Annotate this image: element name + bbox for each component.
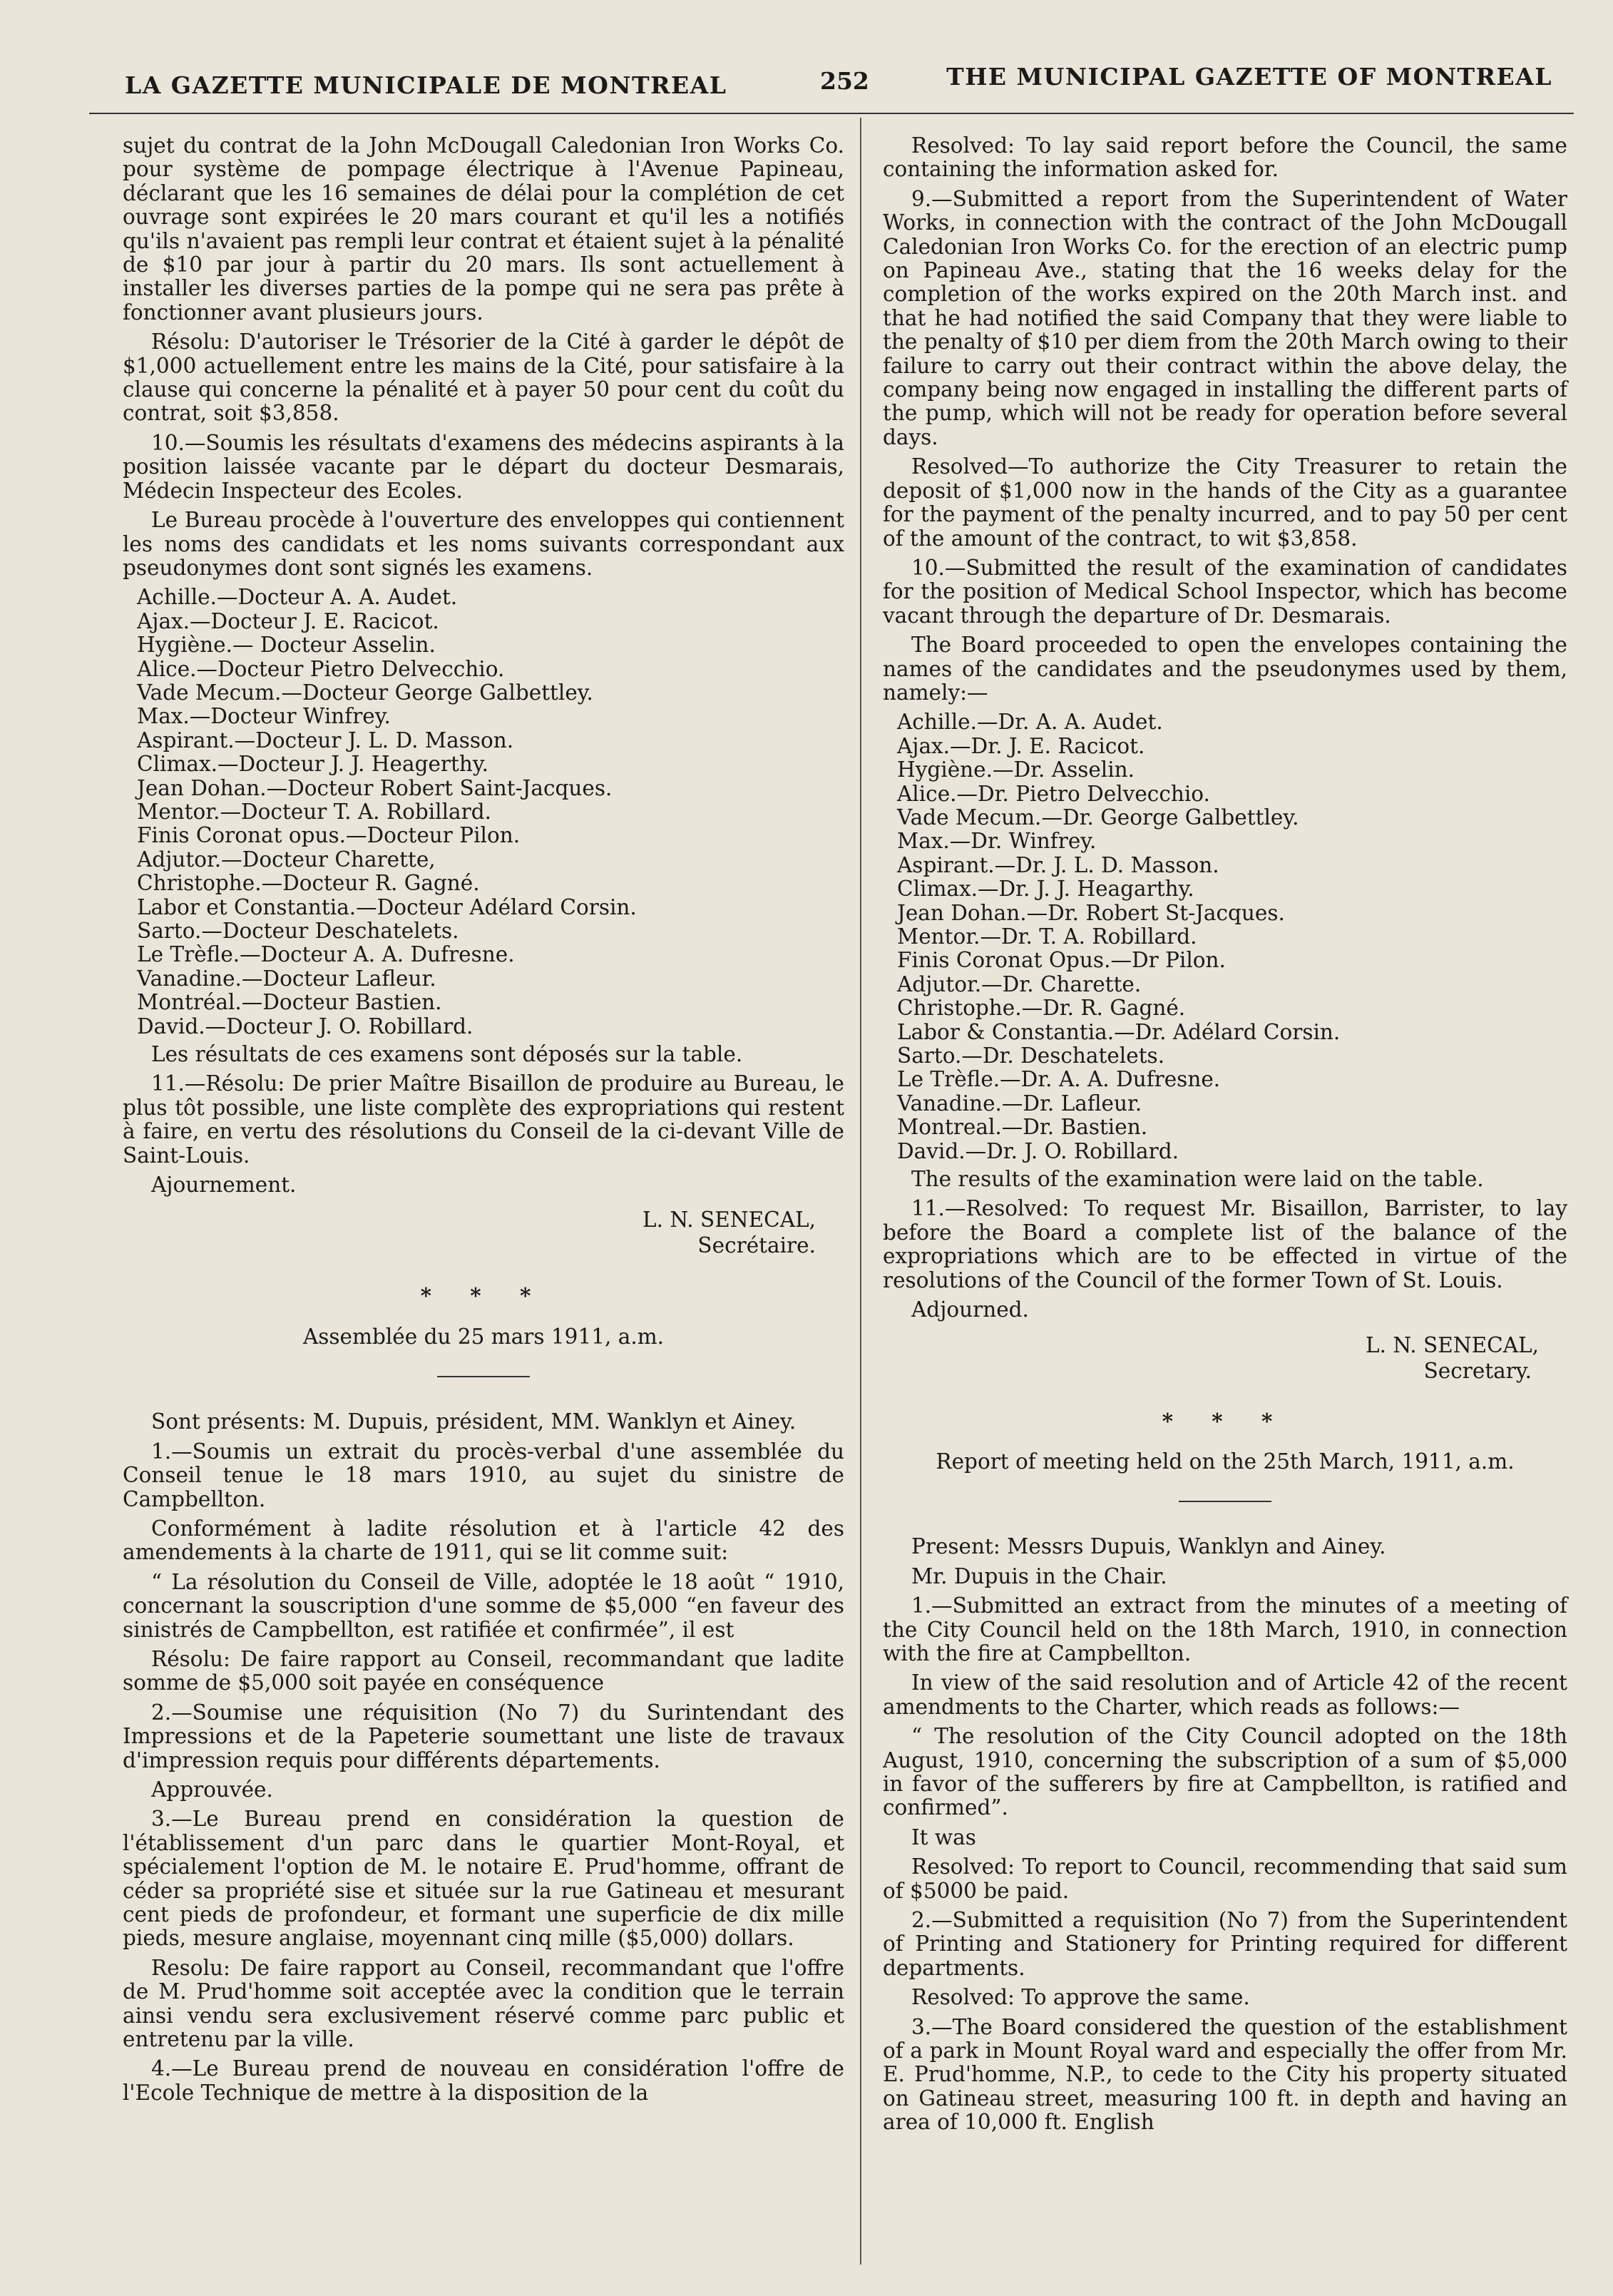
paragraph: Resolved: To lay said report before the Council, the same containing the information asked for. [883,133,1567,182]
header-english-title: THE MUNICIPAL GAZETTE OF MONTREAL [946,63,1552,91]
paragraph: 10.—Soumis les résultats d'examens des médecins aspirants à la position laissée vacante par le départ du docteur Desmarais, Médecin Inspecteur des Ecoles. [123,430,844,503]
candidate-item: Achille.—Dr. A. A. Audet. [897,710,1163,735]
candidate-item: Ajax.—Docteur J. E. Racicot. [137,608,439,633]
paragraph: Approuvée. [151,1777,273,1802]
english-column [883,134,1567,2141]
meeting-title: Assemblée du 25 mars 1911, a.m. [302,1324,665,1349]
candidate-item: Mentor.—Dr. T. A. Robillard. [897,924,1197,949]
candidate-item: Adjutor.—Docteur Charette, [137,847,436,872]
candidate-item: Vade Mecum.—Docteur George Galbettley. [137,680,593,705]
paragraph: 9.—Submitted a report from the Superintendent of Water Works, in connection with the contract of the John McDougall Caledonian Iron Works Co. for the erection of an electric pump on Papineau Ave., stating that the 16 weeks delay for the completion of the works expired on the 20th March inst. and that he had notified the said Company that they were liable to the penalty of $10 per diem from the 20th March owing to their failure to carry out their contract within the above delay, the company being now engaged in installing the different parts of the pump, which will not be ready for operation before several days. [883,186,1567,449]
paragraph: sujet du contrat de la John McDougall Caledonian Iron Works Co. pour système de pompage électrique à l'Avenue Papineau, déclarant que les 16 semaines de délai pour la complétion de cet ouvrage sont expirées le 20 mars courant et qu'il les a notifiés qu'ils n'avaient pas rempli leur contrat et étaient sujet à la pénalité de $10 par jour à partir du 20 mars. Ils sont actuellement à installer les diverses parties de la pompe qui ne sera pas prête à fonctionner avant plusieurs jours. [123,133,844,325]
paragraph: The results of the examination were laid on the table. [911,1167,1484,1192]
candidate-item: Achille.—Docteur A. A. Audet. [137,585,458,610]
adjournment: Adjourned. [911,1297,1029,1322]
adjournment: Ajournement. [151,1173,297,1198]
paragraph: 3.—The Board considered the question of the establishment of a park in Mount Royal ward and especially the offer from Mr. E. Prud'homme, N.P., to cede to the City his property situated on Gatineau street, measuring 100 ft. in depth and having an area of 10,000 ft. English [883,2014,1567,2135]
section-separator: * * * [420,1283,547,1309]
candidate-item: Vade Mecum.—Dr. George Galbettley. [897,805,1299,830]
paragraph: 2.—Soumise une réquisition (No 7) du Surintendant des Impressions et de la Papeterie soumettant une liste de travaux d'impression requis pour différents départements. [123,1700,844,1772]
paragraph: Resolu: De faire rapport au Conseil, recommandant que l'offre de M. Prud'homme soit acceptée avec la condition que le terrain ainsi vendu sera exclusivement réservé comme parc public et entretenu par la ville. [123,1955,844,2052]
header-french-title: LA GAZETTE MUNICIPALE DE MONTREAL [125,71,727,99]
paragraph: It was [911,1825,976,1849]
candidate-item: Jean Dohan.—Dr. Robert St-Jacques. [897,900,1285,925]
paragraph: “ La résolution du Conseil de Ville, adoptée le 18 août “ 1910, concernant la souscription d'une somme de $5,000 “en faveur des sinistrés de Campbellton, est ratifiée et confirmée”, il est [123,1569,844,1642]
paragraph: Resolved: To approve the same. [911,1985,1250,2010]
short-rule [1179,1501,1271,1502]
candidate-list [123,586,844,1039]
candidate-item: Climax.—Docteur J. J. Heagerthy. [137,752,489,777]
candidate-item: Hygiène.—Dr. Asselin. [897,757,1135,782]
signature-name: L. N. SENECAL, [642,1208,816,1233]
candidate-item: Finis Coronat Opus.—Dr Pilon. [897,948,1226,973]
paragraph: Résolu: De faire rapport au Conseil, recommandant que ladite somme de $5,000 soit payée en conséquence [123,1646,844,1695]
paragraph: Sont présents: M. Dupuis, président, MM. Wanklyn et Ainey. [151,1409,797,1434]
paragraph: “ The resolution of the City Council adopted on the 18th August, 1910, concerning the subscription of a sum of $5,000 in favor of the sufferers by fire at Campbellton, is ratified and confirmed”. [883,1724,1567,1820]
candidate-item: Vanadine.—Dr. Lafleur. [897,1091,1142,1116]
signature-title: Secrétaire. [697,1233,816,1258]
candidate-item: Christophe.—Docteur R. Gagné. [137,871,480,896]
candidate-item: Sarto.—Dr. Deschatelets. [897,1044,1165,1068]
signature-title: Secretary. [1423,1358,1532,1383]
candidate-item: Christophe.—Dr. R. Gagné. [897,996,1186,1021]
paragraph: 1.—Submitted an extract from the minutes of a meeting of the City Council held on the 18th March, 1910, in connection with the fire at Campbellton. [883,1593,1567,1665]
candidate-item: David.—Dr. J. O. Robillard. [897,1138,1179,1163]
candidate-item: David.—Docteur J. O. Robillard. [137,1014,473,1039]
candidate-item: Jean Dohan.—Docteur Robert Saint-Jacques. [137,775,613,800]
signature-name: L. N. SENECAL, [1366,1332,1539,1357]
candidate-item: Labor et Constantia.—Docteur Adélard Corsin. [137,894,637,919]
paragraph: Resolved—To authorize the City Treasurer to retain the deposit of $1,000 now in the hands of the City as a guarantee for the payment of the penalty incurred, and to pay 50 per cent of the amount of the contract, to wit $3,858. [883,454,1567,551]
candidate-item: Aspirant.—Dr. J. L. D. Masson. [897,852,1219,877]
column-divider [860,118,861,2265]
candidate-item: Vanadine.—Docteur Lafleur. [137,966,436,991]
paragraph: Le Bureau procède à l'ouverture des enveloppes qui contiennent les noms des candidats et les noms suivants correspondant aux pseudonymes dont sont signés les examens. [123,508,844,580]
candidate-list [883,710,1567,1163]
candidate-item: Finis Coronat opus.—Docteur Pilon. [137,823,521,848]
short-rule [437,1376,530,1377]
candidate-item: Le Trèfle.—Dr. A. A. Dufresne. [897,1067,1221,1092]
page-header [125,63,1552,113]
paragraph: Conformément à ladite résolution et à l'article 42 des amendements à la charte de 1911, qui se lit comme suit: [123,1516,844,1565]
candidate-item: Montréal.—Docteur Bastien. [137,990,442,1015]
paragraph: 3.—Le Bureau prend en considération la question de l'établissement d'un parc dans le quartier Mont-Royal, et spécialement l'option de M. le notaire E. Prud'homme, offrant de céder sa propriété sise et située sur la rue Gatineau et mesurant cent pieds de profondeur, et formant une superficie de dix mille pieds, mesure anglaise, moyennant cinq mille ($5,000) dollars. [123,1807,844,1951]
candidate-item: Max.—Dr. Winfrey. [897,829,1097,854]
paragraph: Mr. Dupuis in the Chair. [911,1563,1167,1588]
meeting-title: Report of meeting held on the 25th March, 1911, a.m. [936,1449,1515,1474]
candidate-item: Climax.—Dr. J. J. Heagarthy. [897,877,1194,902]
candidate-item: Labor & Constantia.—Dr. Adélard Corsin. [897,1019,1341,1044]
candidate-item: Max.—Docteur Winfrey. [137,704,391,729]
candidate-item: Montreal.—Dr. Bastien. [897,1115,1148,1140]
paragraph: 10.—Submitted the result of the examination of candidates for the position of Medical School Inspector, which has become vacant through the departure of Dr. Desmarais. [883,555,1567,628]
candidate-item: Aspirant.—Docteur J. L. D. Masson. [137,728,514,752]
candidate-item: Le Trèfle.—Docteur A. A. Dufresne. [137,942,515,967]
page-number: 252 [820,67,869,95]
paragraph: Les résultats de ces examens sont déposés sur la table. [151,1042,743,1067]
candidate-item: Hygiène.— Docteur Asselin. [137,633,436,658]
candidate-item: Ajax.—Dr. J. E. Racicot. [897,733,1145,758]
candidate-item: Alice.—Dr. Pietro Delvecchio. [897,781,1210,806]
candidate-item: Mentor.—Docteur T. A. Robillard. [137,799,492,824]
paragraph: 11.—Resolved: To request Mr. Bisaillon, Barrister, to lay before the Board a complete list of the balance of the expropriations which are to be effected in virtue of the resolutions of the Council of the former Town of St. Louis. [883,1196,1567,1292]
paragraph: The Board proceeded to open the envelopes containing the names of the candidates and the pseudonymes used by them, namely:— [883,633,1567,705]
french-column [123,134,844,2111]
paragraph: Resolved: To report to Council, recommending that said sum of $5000 be paid. [883,1854,1567,1903]
paragraph: 11.—Résolu: De prier Maître Bisaillon de produire au Bureau, le plus tôt possible, une liste complète des expropriations qui restent à faire, en vertu des résolutions du Conseil de la ci-devant Ville de Saint-Louis. [123,1071,844,1168]
candidate-item: Adjutor.—Dr. Charette. [897,971,1142,996]
paragraph: Résolu: D'autoriser le Trésorier de la Cité à garder le dépôt de $1,000 actuellement entre les mains de la Cité, pour satisfaire à la clause qui concerne la pénalité et à payer 50 pour cent du coût du contrat, soit $3,858. [123,330,844,426]
candidate-item: Alice.—Docteur Pietro Delvecchio. [137,656,505,681]
candidate-item: Sarto.—Docteur Deschatelets. [137,919,459,943]
signature-block [883,1332,1539,1384]
section-separator: * * * [1162,1408,1289,1434]
header-rule [89,113,1574,114]
paragraph: 1.—Soumis un extrait du procès-verbal d'une assemblée du Conseil tenue le 18 mars 1910, au sujet du sinistre de Campbellton. [123,1439,844,1511]
paragraph: Present: Messrs Dupuis, Wanklyn and Ainey. [911,1534,1386,1559]
paragraph: 2.—Submitted a requisition (No 7) from the Superintendent of Printing and Stationery for Printing required for different departments. [883,1908,1567,1980]
paragraph: 4.—Le Bureau prend de nouveau en considération l'offre de l'Ecole Technique de mettre à la disposition de la [123,2056,844,2105]
paragraph: In view of the said resolution and of Article 42 of the recent amendments to the Charter, which reads as follows:— [883,1670,1567,1719]
signature-block [123,1207,816,1258]
